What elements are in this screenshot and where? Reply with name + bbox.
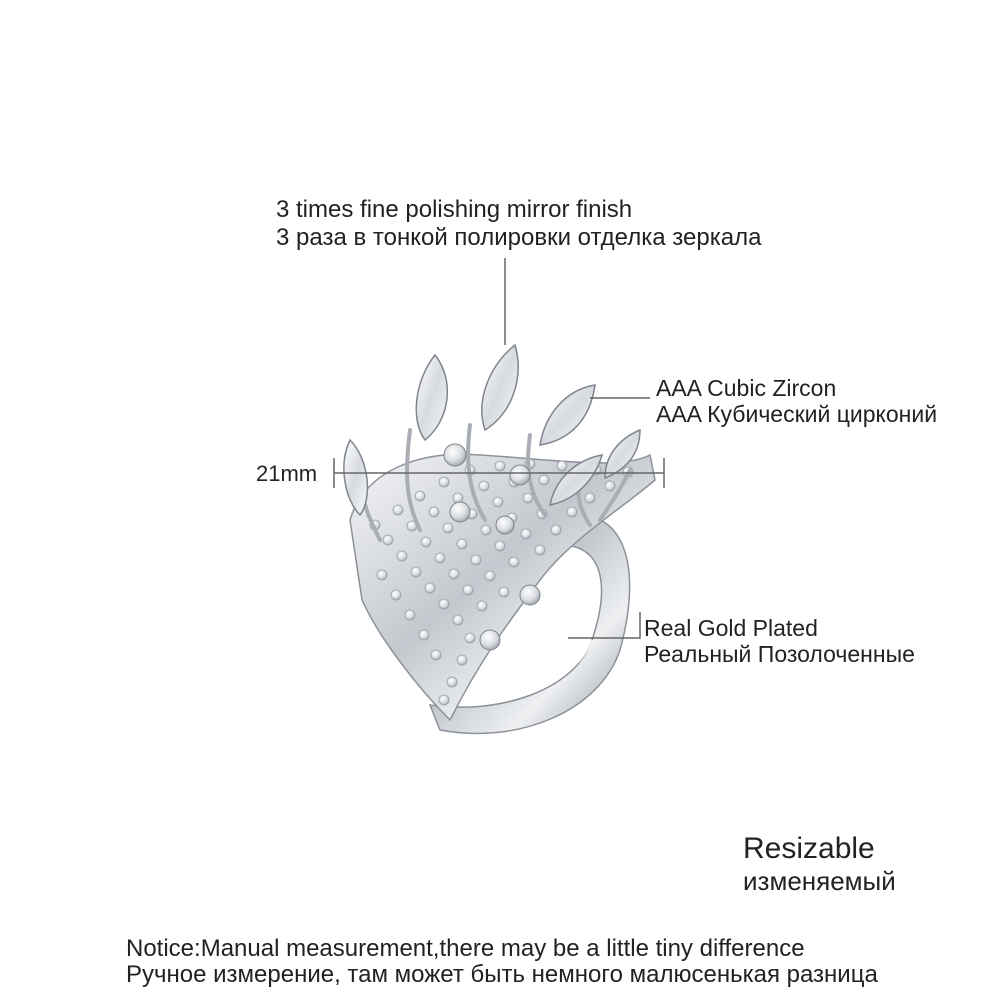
polish-finish-label [276,196,761,251]
measurement-notice-en: Notice:Manual measurement,there may be a little tiny difference [126,935,805,962]
resizable-label-ru: изменяемый [743,865,896,896]
gold-plated-label [644,615,915,668]
size-dimension-label: 21mm [256,461,318,486]
measurement-notice [126,936,878,988]
gold-plated-label-ru: Реальный Позолоченные [644,641,915,668]
polish-finish-label-en: 3 times fine polishing mirror finish [276,196,633,223]
cubic-zircon-label-en: AAA Cubic Zircon [656,375,837,401]
cubic-zircon-label-ru: AAA Кубический цирконий [656,401,938,428]
measurement-notice-ru: Ручное измерение, там может быть немного малюсенькая разница [126,960,878,988]
polish-finish-label-ru: 3 раза в тонкой полировки отделка зеркала [276,223,762,251]
cubic-zircon-label [656,375,937,428]
resizable-label [743,832,896,896]
gold-plated-label-en: Real Gold Plated [644,615,818,641]
resizable-label-en: Resizable [743,832,875,865]
